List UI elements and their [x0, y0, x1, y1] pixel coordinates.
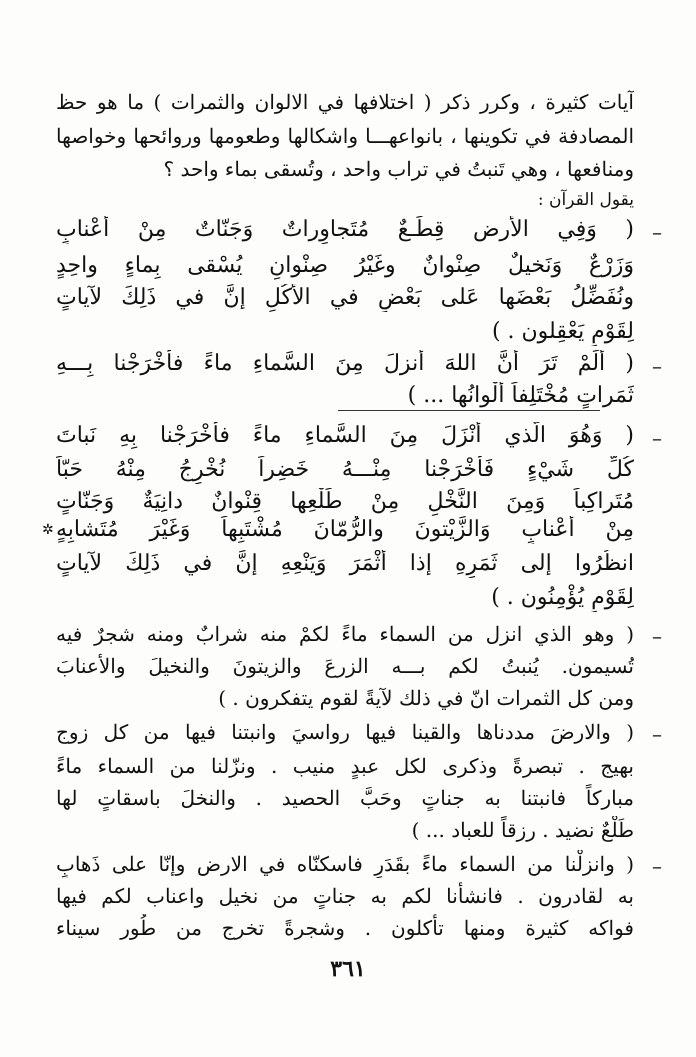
text-line: المصادفة في تكوينها ، بانواعهـــا واشكالها وطعومها وروائحها وخواصها: [56, 124, 634, 148]
text-line: طَلْعٌ نضيد . رزقاً للعباد ... ): [411, 818, 634, 842]
text-line: ( وانزلْنا من السماء ماءً بقَدَرٍ فاسكنّاه في الارض وإنّا على ذَهابٍ: [56, 852, 634, 876]
section-label: يقول القرآن :: [537, 190, 634, 210]
quote-dash: –: [652, 354, 662, 378]
text-line: ( والارضَ مددناها والقينا فيها رواسيَ وانبتنا فيها من كل زوج: [56, 720, 634, 744]
footnote-star-icon: ✲: [42, 522, 54, 538]
text-line: تُسيمون. يُنبتُ لكم بـــه الزرعَ والزيتونَ والنخيلَ والأعنابَ: [56, 654, 634, 678]
quran-line: ( وَفِي الأرضِ قِطَـعٌ مُتَجاوِراتٌ وَجَنّاتٌ مِنْ أعْنابٍ: [56, 217, 634, 242]
quran-line: وَزَرْعٌ وَنَخيلٌ صِنْوانٌ وغَيْرُ صِنْوانٍ يُسْقى بِماءٍ واحِدٍ: [56, 253, 634, 278]
text-line: ومن كل الثمرات انّ في ذلك لآيةً لقوم يتفكرون . ): [218, 686, 634, 710]
page-number: ٣٦١: [330, 956, 366, 982]
quote-dash: –: [652, 624, 662, 648]
quran-line: مُتَراكِباً وَمِنَ النَّخْلِ مِنْ طَلْعِها قِنْوانٌ دانِيَةٌ وَجَنّاتٍ: [56, 489, 634, 514]
quran-line: انظُرُوا إلى ثَمَرِهِ إذا أثْمَرَ وَيَنْعِهِ إنَّ في ذَلِكَ لآياتٍ: [56, 551, 634, 576]
text-line: بهيج . تبصرةً وذكرى لكل عبدٍ منيب . ونزّلنا من السماء ماءً: [56, 754, 634, 778]
quran-line: لِقَوْمٍ يَعْقِلون . ): [491, 319, 634, 344]
quran-line: ( وَهُوَ الّذي أَنْزَلَ مِنَ السَّماءِ ماءً فأخْرَجْنا بِهِ نَباتَ: [56, 423, 634, 448]
quote-dash: –: [652, 854, 662, 878]
quran-line: ( أَلَمْ تَرَ أَنَّ اللهَ أنزلَ مِنَ السَّماءِ ماءً فأخْرَجْنا بِـــهِ: [56, 351, 634, 376]
quran-line: لِقَوْمٍ يُؤْمِنُون . ): [491, 585, 634, 610]
text-line: ( وهو الذي انزل من السماء ماءً لكمْ منه شرابٌ ومنه شجرٌ فيه: [56, 622, 634, 646]
quran-line: ثَمَراتٍ مُخْتَلِفاً أَلْوانُها ... ): [407, 383, 634, 408]
text-line: فواكه كثيرة ومنها تأكلون . وشجرةً تخرج من طُور سيناء: [56, 916, 634, 940]
text-line: به لقادرون . فانشأنا لكم به جناتٍ من نخيل واعناب لكم فيها: [56, 884, 634, 908]
quote-dash: –: [652, 722, 662, 746]
quran-line: كُلِّ شَيْءٍ فَأخْرَجْنا مِنْـــهُ خَضِراً نُخْرِجُ مِنْهُ حَبّاً: [56, 457, 634, 482]
underline-rule: [338, 410, 600, 411]
quran-line: مِنْ أعْنابٍ وَالزَّيْتونَ والرُّمّانَ مُشْتَبِهاً وَغَيْرَ مُتَشابِهٍ: [56, 517, 634, 542]
quote-dash: –: [652, 220, 662, 244]
text-line: آيات كثيرة ، وكرر ذكر ( اختلافها في الالوان والثمرات ) ما هو حظ: [56, 90, 634, 114]
text-line: ومنافعها ، وهي تَنبتُ في تراب واحد ، وتُسقى بماء واحد ؟: [163, 157, 634, 181]
quote-dash: –: [652, 426, 662, 450]
quran-line: ونُفَضِّلُ بَعْضَها عَلى بَعْضٍ في الأُكُلِ إنَّ في ذَلِكَ لآياتٍ: [56, 285, 634, 310]
text-line: مباركاً فانبتنا به جناتٍ وحَبَّ الحصيد . والنخلَ باسقاتٍ لها: [56, 786, 634, 810]
